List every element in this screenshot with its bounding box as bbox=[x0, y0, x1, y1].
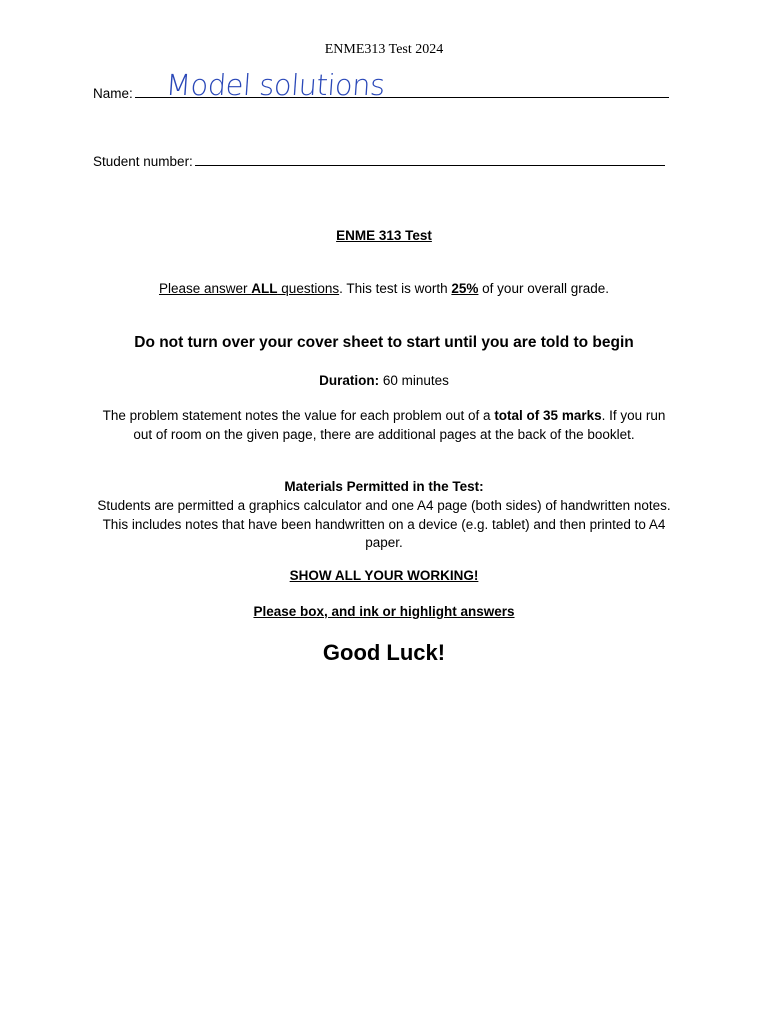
duration-value: 60 minutes bbox=[379, 373, 449, 388]
total-marks: total of 35 marks bbox=[494, 408, 602, 423]
box-answers-notice: Please box, and ink or highlight answers bbox=[253, 604, 515, 619]
instructions-underlined: Please answer ALL questions bbox=[158, 281, 340, 296]
student-number-label: Student number: bbox=[93, 154, 193, 169]
grade-percent: 25% bbox=[451, 281, 479, 296]
duration-label: Duration: bbox=[319, 373, 380, 388]
page-header: ENME313 Test 2024 bbox=[324, 42, 444, 57]
materials-text: Students are permitted a graphics calculator and one A4 page (both sides) of handwritten notes. This includes notes that have been handwritten on a device (e.g. tablet) and then printed to A4 paper. bbox=[97, 498, 671, 550]
student-number-field-line[interactable] bbox=[195, 164, 665, 166]
start-warning: Do not turn over your cover sheet to start until you are told to begin bbox=[134, 334, 634, 351]
student-number-field-row bbox=[93, 154, 665, 169]
handwritten-name: Model solutions bbox=[164, 68, 386, 102]
problem-note: The problem statement notes the value for each problem out of a total of 35 marks. If you run out of room on the given page, there are additional pages at the back of the booklet. bbox=[102, 408, 666, 442]
show-working-notice: SHOW ALL YOUR WORKING! bbox=[289, 568, 479, 583]
duration-line bbox=[0, 373, 768, 388]
materials-heading: Materials Permitted in the Test: bbox=[284, 479, 484, 494]
instructions-line: Please answer ALL questions. This test is worth 25% of your overall grade. bbox=[158, 281, 609, 296]
good-luck-text: Good Luck! bbox=[322, 640, 446, 665]
name-label: Name: bbox=[93, 86, 133, 101]
test-title: ENME 313 Test bbox=[336, 228, 432, 243]
